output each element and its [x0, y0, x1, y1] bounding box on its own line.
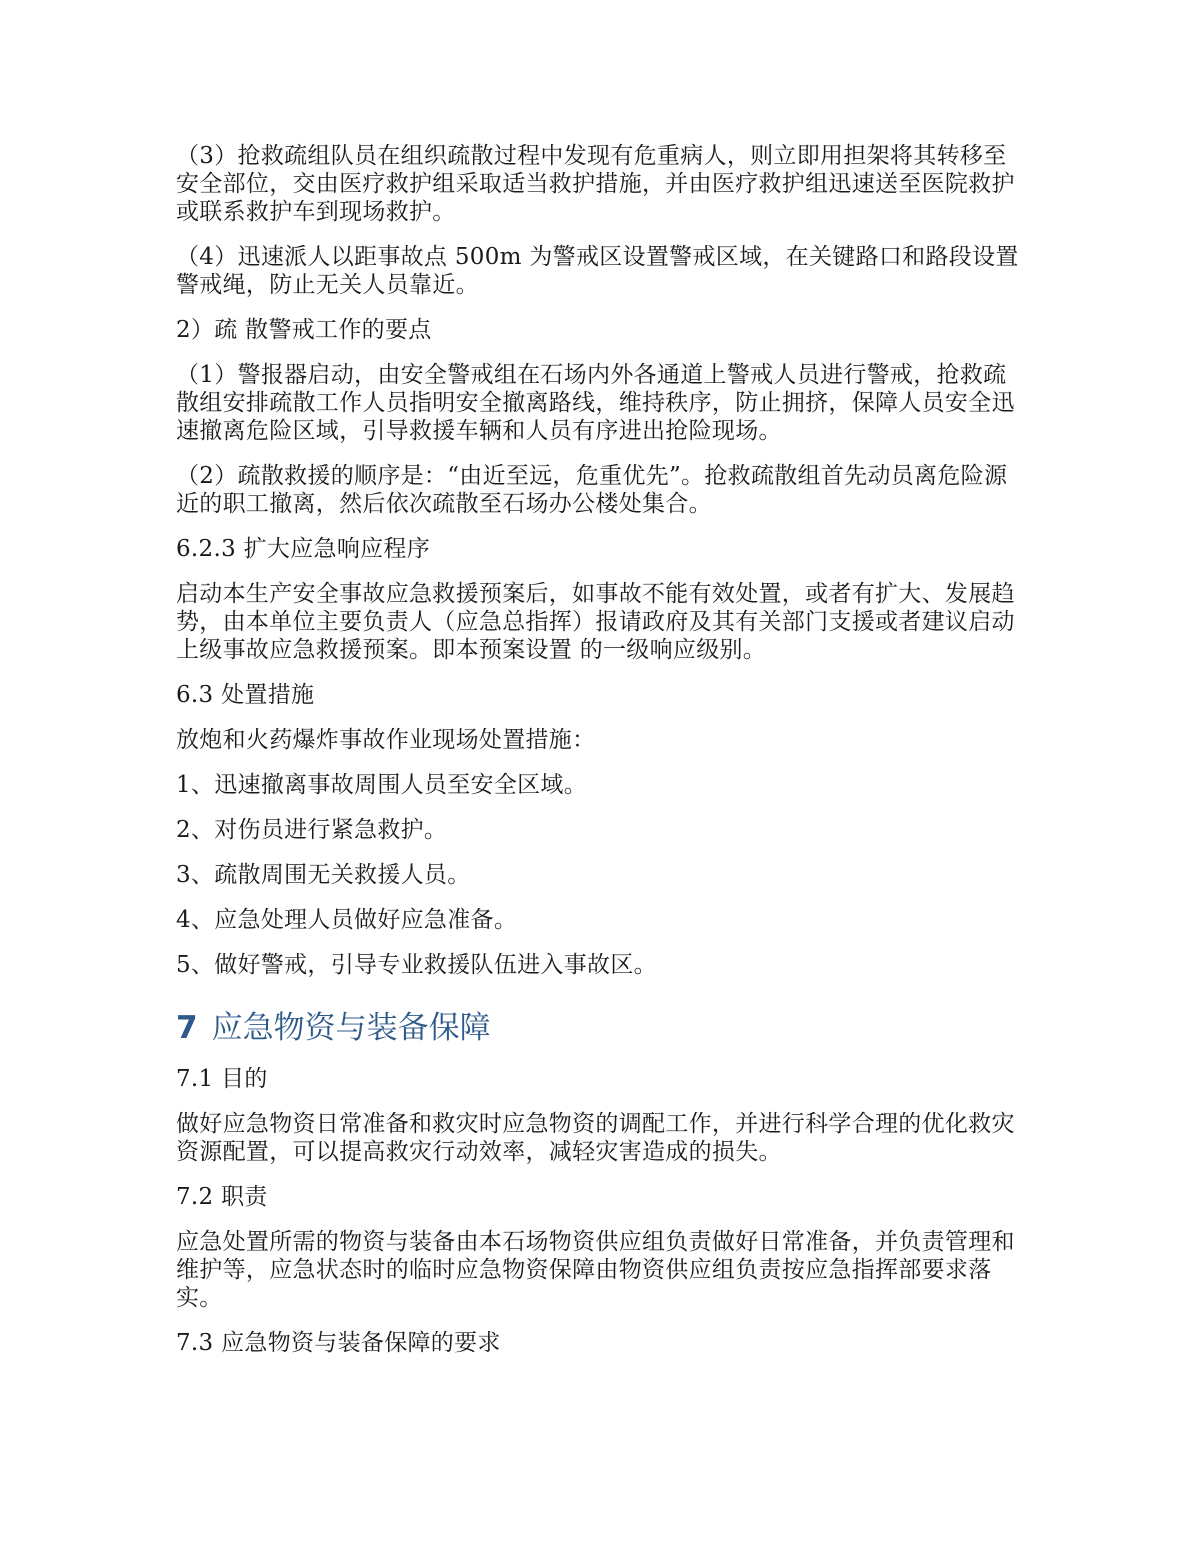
- paragraph-alarm-start: （1）警报器启动，由安全警戒组在石场内外各通道上警戒人员进行警戒，抢救疏散组安排疏散工作人员指明安全撤离路线，维持秩序，防止拥挤，保障人员安全迅速撤离危险区域，引导救援车辆和人员有序进出抢险现场。: [176, 362, 1015, 444]
- heading-7-1: 7.1 目的: [176, 1066, 268, 1092]
- paragraph-responsibility: 应急处置所需的物资与装备由本石场物资供应组负责做好日常准备，并负责管理和维护等，应急状态时的临时应急物资保障由物资供应组负责按应急指挥部要求落实。: [176, 1229, 1015, 1311]
- heading-7-3: 7.3 应急物资与装备保障的要求: [176, 1330, 501, 1356]
- list-item: 4、应急处理人员做好应急准备。: [176, 907, 518, 933]
- heading-7-2: 7.2 职责: [176, 1184, 268, 1210]
- list-item: 1、迅速撤离事故周围人员至安全区域。: [176, 772, 588, 798]
- paragraph-purpose: 做好应急物资日常准备和救灾时应急物资的调配工作，并进行科学合理的优化救灾资源配置，可以提高救灾行动效率，减轻灾害造成的损失。: [176, 1111, 1015, 1165]
- list-item: 3、疏散周围无关救援人员。: [176, 862, 471, 888]
- paragraph-evacuation-order: （2）疏散救援的顺序是：“由近至远，危重优先”。抢救疏散组首先动员离危险源近的职工撤离，然后依次疏散至石场办公楼处集合。: [176, 463, 1008, 517]
- list-item: 2、对伤员进行紧急救护。: [176, 817, 448, 843]
- paragraph-warning-zone: （4）迅速派人以距事故点 500m 为警戒区设置警戒区域，在关键路口和路段设置警戒绳，防止无关人员靠近。: [176, 244, 1019, 298]
- heading-evacuation-key-points: 2）疏 散警戒工作的要点: [176, 317, 432, 343]
- paragraph-rescue-critical-patients: （3）抢救疏组队员在组织疏散过程中发现有危重病人，则立即用担架将其转移至安全部位，交由医疗救护组采取适当救护措施，并由医疗救护组迅速送至医院救护或联系救护车到现场救护。: [176, 143, 1015, 225]
- heading-6-3: 6.3 处置措施: [176, 682, 315, 708]
- heading-6-2-3: 6.2.3 扩大应急响应程序: [176, 536, 431, 562]
- paragraph-measures-intro: 放炮和火药爆炸事故作业现场处置措施：: [176, 727, 596, 753]
- section-number: 7: [176, 1010, 198, 1046]
- section-7-heading: [176, 1009, 1024, 1047]
- paragraph-expanded-response: 启动本生产安全事故应急救援预案后，如事故不能有效处置，或者有扩大、发展趋势，由本单位主要负责人（应急总指挥）报请政府及其有关部门支援或者建议启动上级事故应急救援预案。即本预案设置 的一级响应级别。: [176, 581, 1015, 663]
- section-title: 应急物资与装备保障: [211, 1010, 491, 1046]
- list-item: 5、做好警戒，引导专业救援队伍进入事故区。: [176, 952, 657, 978]
